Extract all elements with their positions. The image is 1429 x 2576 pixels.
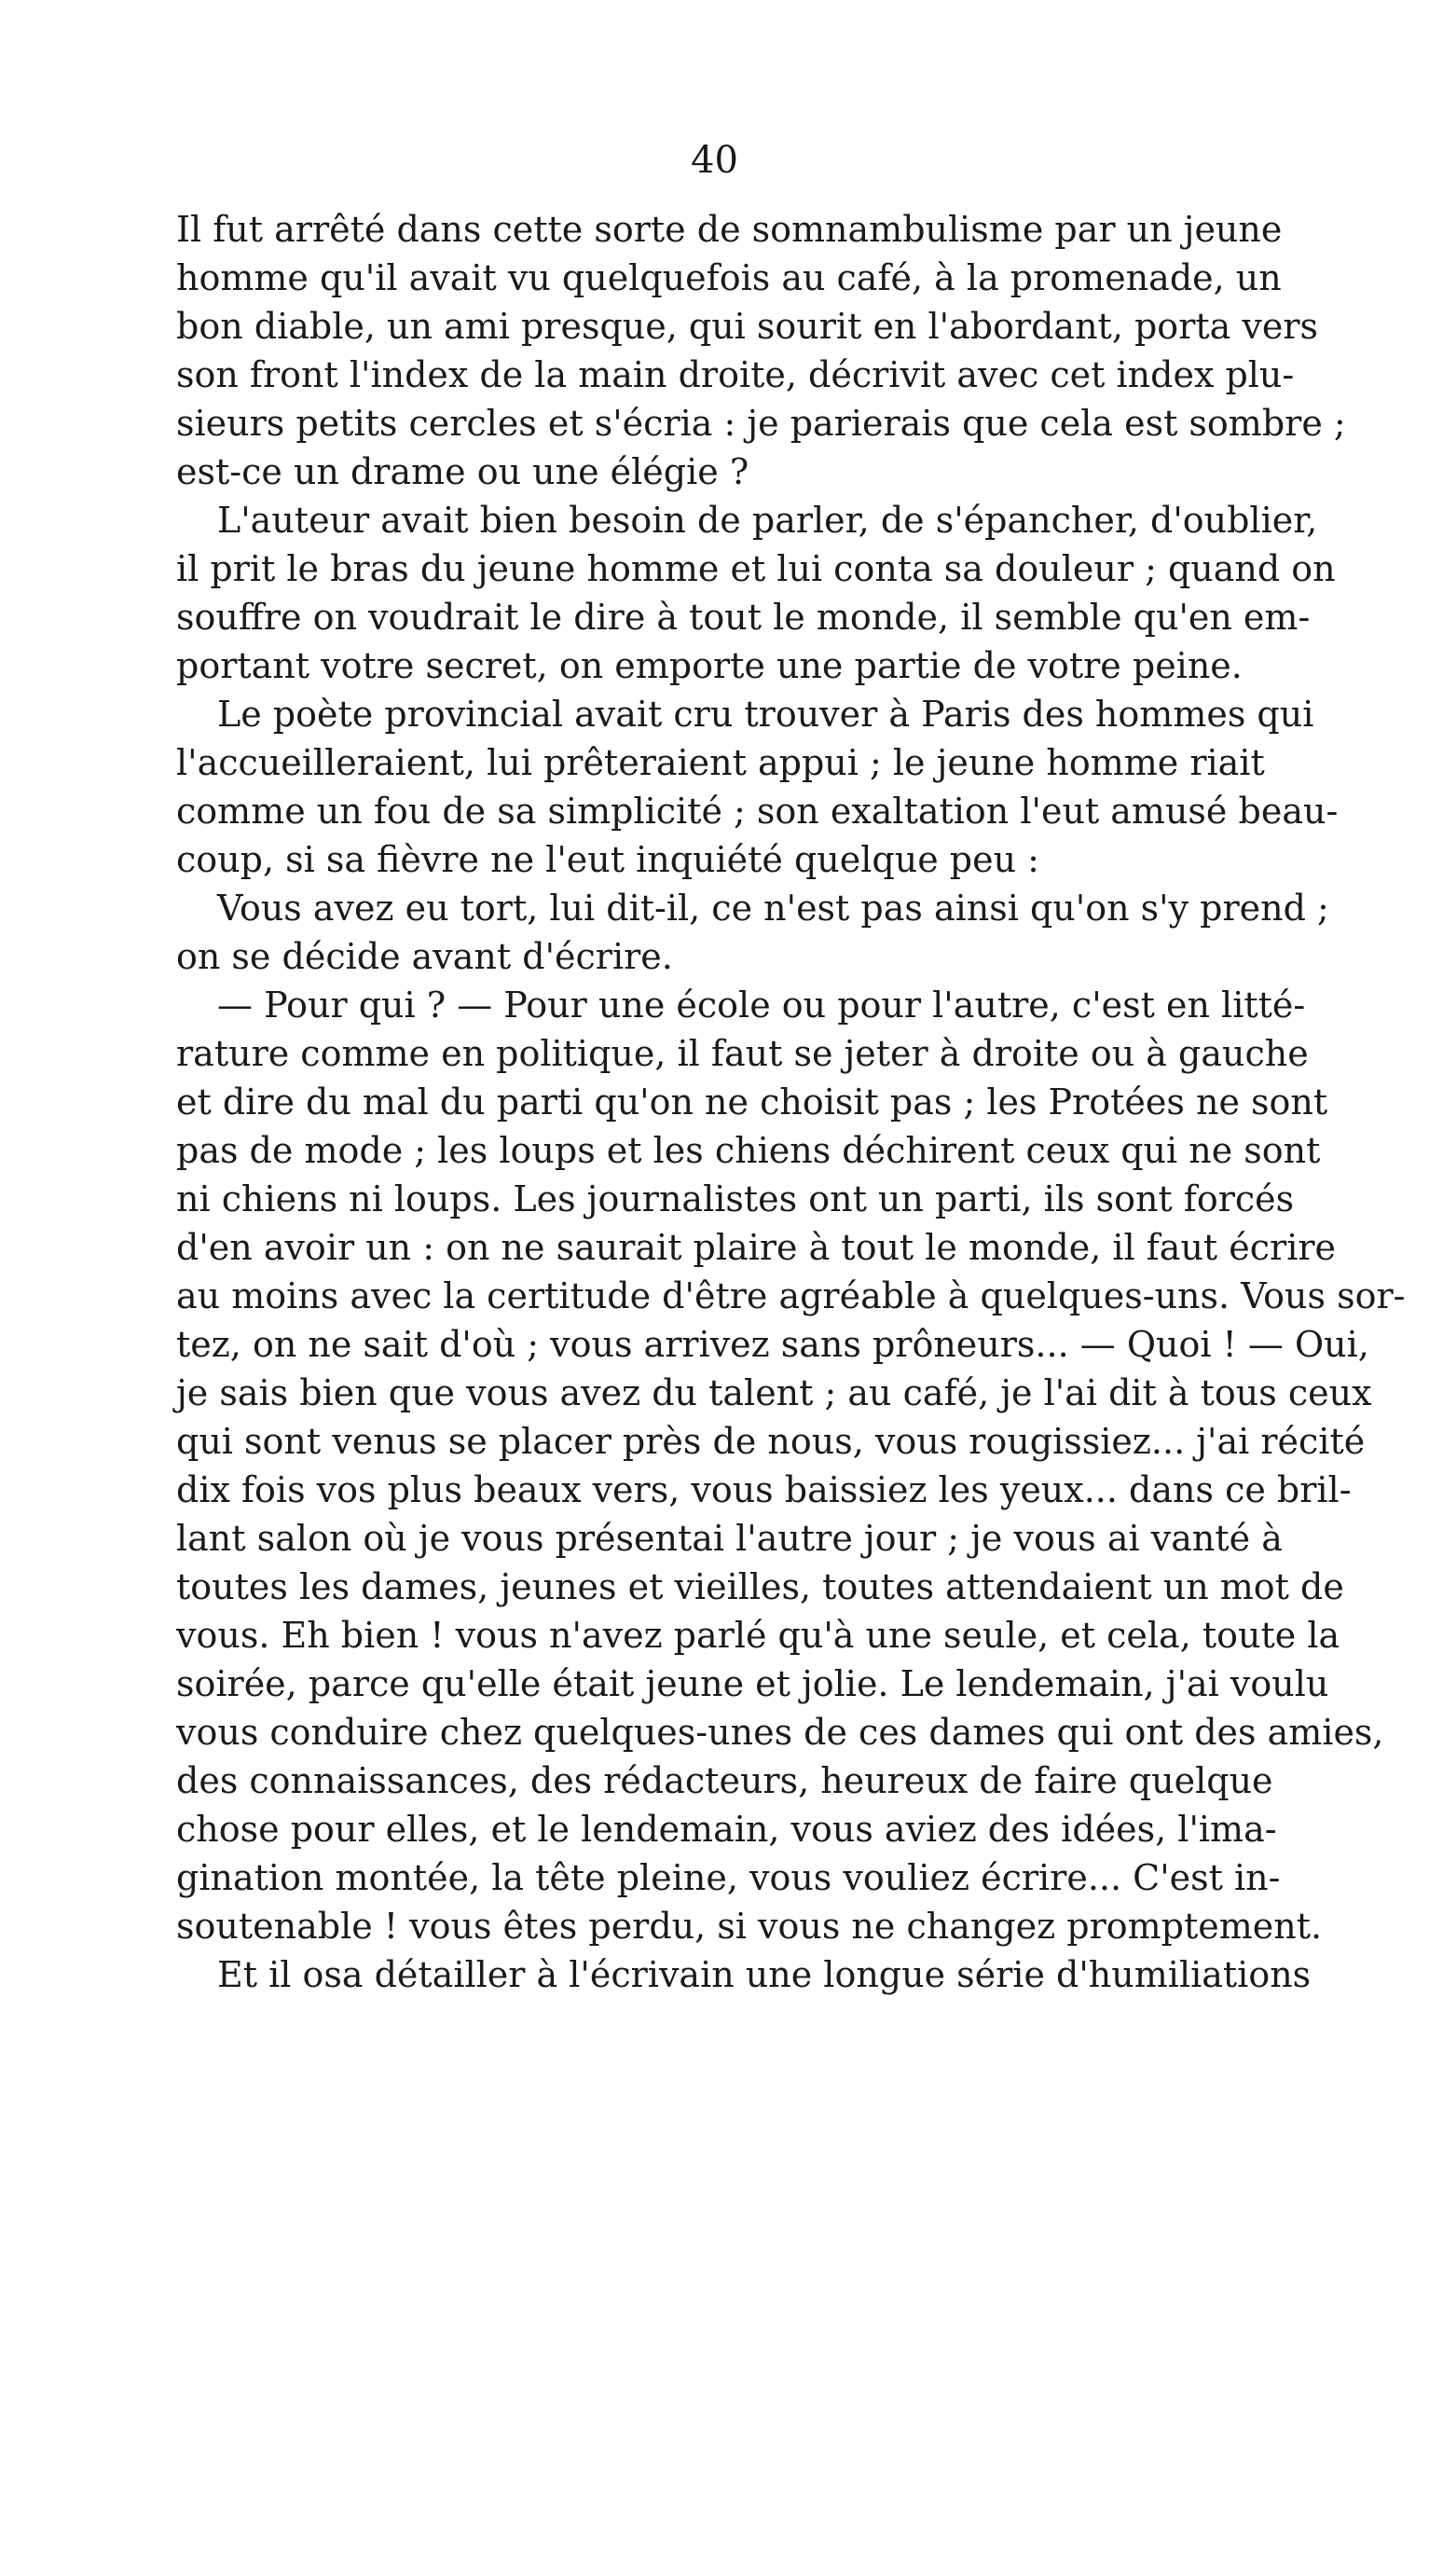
text-line: soutenable ! vous êtes perdu, si vous ne changez promptement.	[176, 1906, 1323, 1947]
text-line: comme un fou de sa simplicité ; son exaltation l'eut amusé beau-	[176, 791, 1339, 832]
text-line: rature comme en politique, il faut se jeter à droite ou à gauche	[176, 1033, 1309, 1074]
text-line: bon diable, un ami presque, qui sourit en l'abordant, porta vers	[176, 306, 1318, 347]
text-line: chose pour elles, et le lendemain, vous aviez des idées, l'ima-	[176, 1809, 1277, 1850]
text-line: sieurs petits cercles et s'écria : je parierais que cela est sombre ;	[176, 403, 1346, 444]
text-line: souffre on voudrait le dire à tout le monde, il semble qu'en em-	[176, 597, 1311, 638]
text-line: pas de mode ; les loups et les chiens déchirent ceux qui ne sont	[176, 1130, 1321, 1171]
text-line: vous. Eh bien ! vous n'avez parlé qu'à une seule, et cela, toute la	[176, 1615, 1340, 1656]
text-line: coup, si sa fièvre ne l'eut inquiété quelque peu :	[176, 839, 1039, 880]
text-line: — Pour qui ? — Pour une école ou pour l'autre, c'est en litté-	[217, 985, 1306, 1026]
text-line: Vous avez eu tort, lui dit-il, ce n'est pas ainsi qu'on s'y prend ;	[217, 888, 1329, 929]
text-line: lant salon où je vous présentai l'autre jour ; je vous ai vanté à	[176, 1518, 1283, 1559]
text-line: je sais bien que vous avez du talent ; au café, je l'ai dit à tous ceux	[176, 1372, 1372, 1413]
text-line: Il fut arrêté dans cette sorte de somnambulisme par un jeune	[176, 209, 1283, 250]
text-line: d'en avoir un : on ne saurait plaire à tout le monde, il faut écrire	[176, 1227, 1337, 1268]
text-line: homme qu'il avait vu quelquefois au café, à la promenade, un	[176, 257, 1282, 298]
text-line: son front l'index de la main droite, décrivit avec cet index plu-	[176, 354, 1295, 395]
text-line: et dire du mal du parti qu'on ne choisit pas ; les Protées ne sont	[176, 1081, 1328, 1123]
text-line: il prit le bras du jeune homme et lui conta sa douleur ; quand on	[176, 548, 1336, 589]
page-number: 40	[691, 139, 738, 182]
text-line: ni chiens ni loups. Les journalistes ont un parti, ils sont forcés	[176, 1178, 1295, 1219]
body-text	[176, 205, 1406, 1999]
text-line: dix fois vos plus beaux vers, vous baissiez les yeux... dans ce bril-	[176, 1469, 1352, 1510]
text-line: L'auteur avait bien besoin de parler, de s'épancher, d'oublier,	[217, 500, 1318, 541]
text-line: des connaissances, des rédacteurs, heureux de faire quelque	[176, 1760, 1273, 1801]
text-line: vous conduire chez quelques-unes de ces dames qui ont des amies,	[176, 1712, 1384, 1753]
text-line: Et il osa détailler à l'écrivain une longue série d'humiliations	[217, 1954, 1312, 1995]
text-line: tez, on ne sait d'où ; vous arrivez sans prôneurs... — Quoi ! — Oui,	[176, 1324, 1369, 1365]
text-line: l'accueilleraient, lui prêteraient appui ; le jeune homme riait	[176, 742, 1265, 783]
text-line: portant votre secret, on emporte une partie de votre peine.	[176, 645, 1243, 686]
text-line: soirée, parce qu'elle était jeune et jolie. Le lendemain, j'ai voulu	[176, 1663, 1329, 1704]
text-line: qui sont venus se placer près de nous, vous rougissiez... j'ai récité	[176, 1421, 1366, 1462]
text-line: au moins avec la certitude d'être agréable à quelques-uns. Vous sor-	[176, 1275, 1406, 1316]
text-line: toutes les dames, jeunes et vieilles, toutes attendaient un mot de	[176, 1566, 1344, 1607]
text-line: gination montée, la tête pleine, vous vouliez écrire... C'est in-	[176, 1857, 1281, 1898]
text-line: on se décide avant d'écrire.	[176, 936, 673, 977]
text-line: Le poète provincial avait cru trouver à Paris des hommes qui	[217, 694, 1314, 735]
text-line: est-ce un drame ou une élégie ?	[176, 451, 749, 492]
